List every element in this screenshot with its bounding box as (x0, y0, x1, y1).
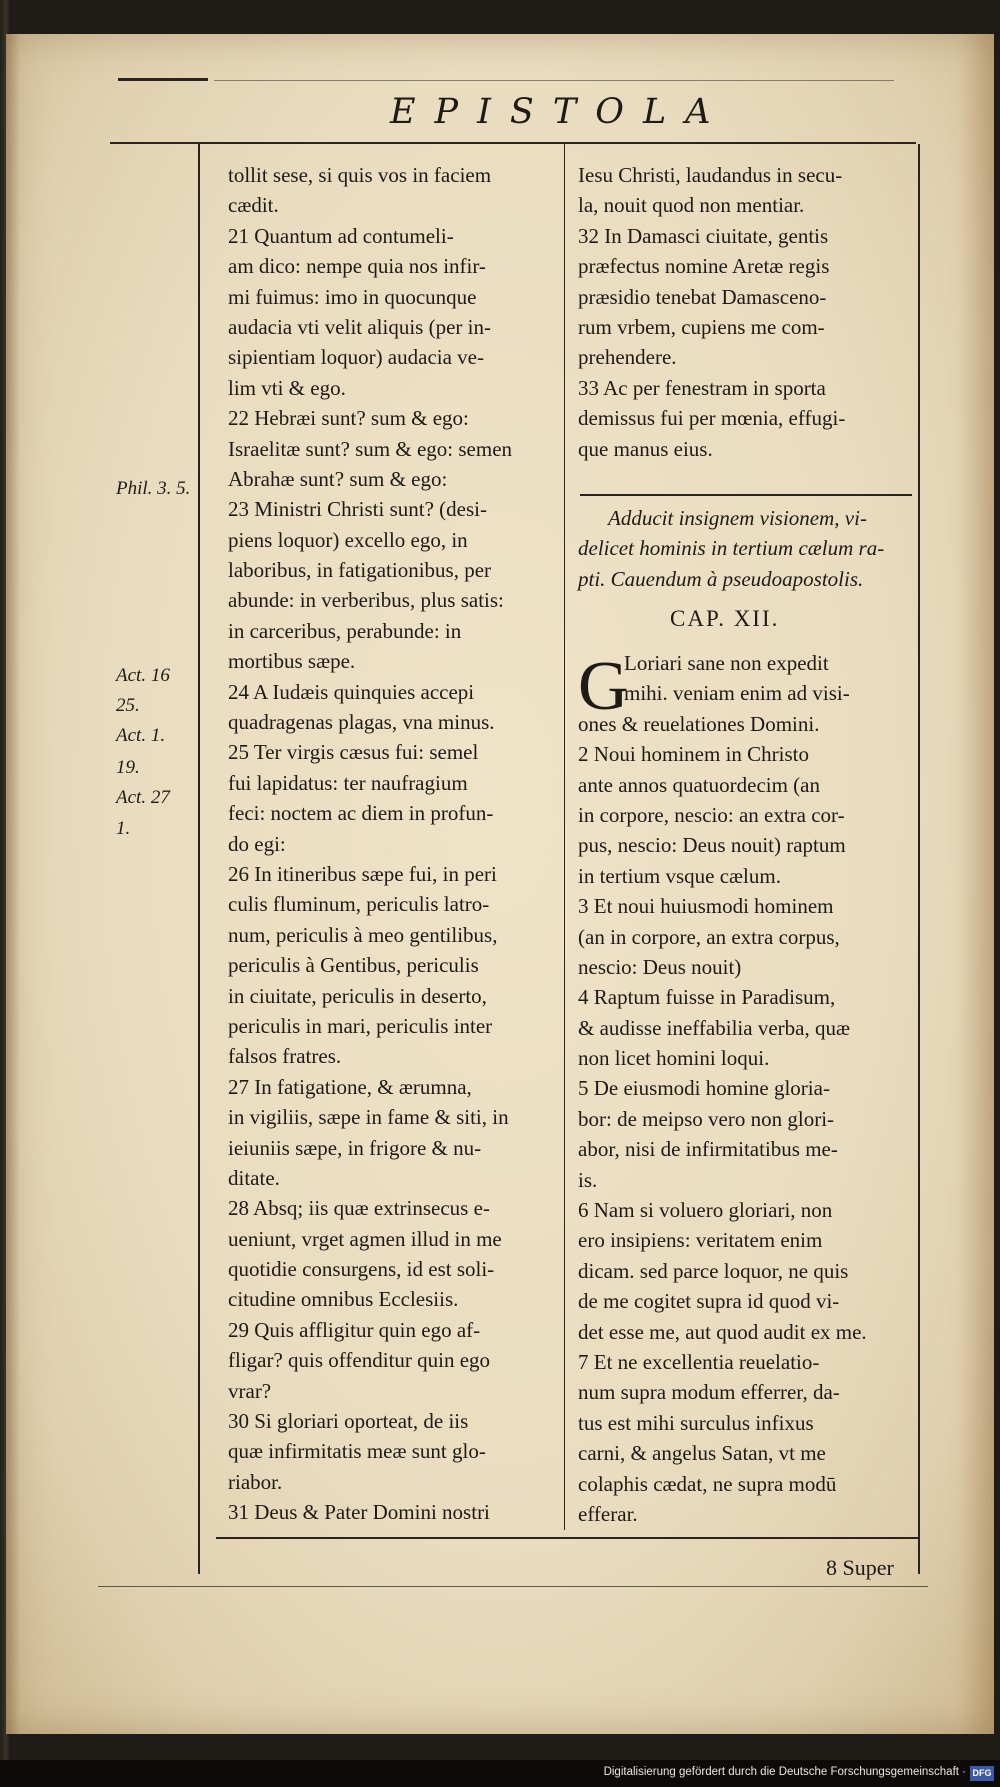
text-line: abunde: in verberibus, plus satis: (228, 588, 504, 613)
text-line: Israelitæ sunt? sum & ego: semen (228, 436, 513, 461)
text-line: mihi. veniam enim ad visi- (624, 681, 850, 706)
column-divider-rule (564, 144, 565, 1530)
page-bottom-rule (98, 1586, 928, 1587)
text-line: quadragenas plagas, vna minus. (228, 710, 495, 735)
text-line: in carceribus, perabunde: in (228, 618, 462, 643)
text-line: ditate. (228, 1165, 280, 1190)
text-line: 33 Ac per fenestram in sporta (578, 375, 826, 400)
text-line: 29 Quis affligitur quin ego af- (228, 1317, 481, 1342)
text-line: num supra modum efferrer, da- (578, 1380, 840, 1405)
text-line: 23 Ministri Christi sunt? (desi- (228, 497, 487, 522)
text-line: prehendere. (578, 345, 677, 370)
text-line: (an in corpore, an extra corpus, (578, 924, 840, 949)
dfg-logo: DFG (970, 1766, 994, 1781)
text-line: quotidie consurgens, id est soli- (228, 1257, 495, 1282)
text-line: Abrahæ sunt? sum & ego: (228, 466, 448, 491)
margin-note-act27-verse: 1. (116, 818, 131, 839)
text-line: 3 Et noui huiusmodi hominem (578, 894, 834, 919)
text-line: mi fuimus: imo in quocunque (228, 284, 477, 309)
text-line: mortibus sæpe. (228, 649, 356, 674)
text-line: in ciuitate, periculis in deserto, (228, 983, 487, 1008)
text-line: 32 In Damasci ciuitate, gentis (578, 223, 829, 248)
text-line: nescio: Deus nouit) (578, 954, 742, 979)
text-line: 31 Deus & Pater Domini nostri (228, 1500, 490, 1525)
text-line: vrar? (228, 1378, 272, 1403)
text-line: præsidio tenebat Damasceno- (578, 284, 827, 309)
margin-note-act1: Act. 1. (116, 725, 166, 746)
text-line: ieiuniis sæpe, in frigore & nu- (228, 1135, 482, 1160)
text-line: 4 Raptum fuisse in Paradisum, (578, 985, 836, 1010)
page-gutter-shadow (6, 34, 20, 1734)
text-line: & audisse ineffabilia verba, quæ (578, 1015, 850, 1040)
text-line: in vigiliis, sæpe in fame & siti, in (228, 1105, 509, 1130)
text-line: præfectus nomine Aretæ regis (578, 254, 830, 279)
margin-note-act16: Act. 16 (116, 665, 170, 686)
text-line: fui lapidatus: ter naufragium (228, 770, 468, 795)
summary-line: delicet hominis in tertium cælum ra- (578, 536, 885, 561)
footer-credit: Digitalisierung gefördert durch die Deutsche Forschungsgemeinschaft · (603, 1766, 966, 1778)
page-edge-shadow (958, 34, 994, 1734)
text-line: colaphis cædat, ne supra modū (578, 1471, 837, 1496)
text-line: tus est mihi surculus infixus (578, 1410, 814, 1435)
text-line: rum vrbem, cupiens me com- (578, 314, 825, 339)
text-line: periculis in mari, periculis inter (228, 1013, 493, 1038)
text-line: dicam. sed parce loquor, ne quis (578, 1258, 849, 1283)
text-line: 30 Si gloriari oporteat, de iis (228, 1409, 469, 1434)
text-line: abor, nisi de infirmitatibus me- (578, 1137, 838, 1162)
text-line: 7 Et ne excellentia reuelatio- (578, 1349, 820, 1374)
text-line: falsos fratres. (228, 1044, 342, 1069)
text-line: 5 De eiusmodi homine gloria- (578, 1076, 830, 1101)
text-line: audacia vti velit aliquis (per in- (228, 314, 491, 339)
text-line: laboribus, in fatigationibus, per (228, 558, 492, 583)
catchword: 8 Super (826, 1555, 894, 1580)
text-line: non licet homini loqui. (578, 1046, 770, 1071)
text-line: efferar. (578, 1501, 638, 1526)
text-line: bor: de meipso vero non glori- (578, 1106, 835, 1131)
text-line: la, nouit quod non mentiar. (578, 193, 805, 218)
outer-left-vertical-rule (198, 142, 200, 1574)
text-line: 21 Quantum ad contumeli- (228, 223, 454, 248)
text-line: Iesu Christi, laudandus in secu- (578, 163, 843, 187)
text-line: ero insipiens: veritatem enim (578, 1228, 823, 1253)
left-column-text (228, 160, 556, 1528)
drop-capital: G (578, 648, 629, 725)
text-line: Loriari sane non expedit (624, 651, 829, 675)
text-line: num, periculis à meo gentilibus, (228, 922, 498, 947)
text-line: ones & reuelationes Domini. (578, 711, 820, 736)
text-line: 2 Noui hominem in Christo (578, 742, 809, 767)
text-line: cædit. (228, 193, 279, 218)
text-line: feci: noctem ac diem in profun- (228, 801, 494, 826)
text-line: 25 Ter virgis cæsus fui: semel (228, 740, 479, 765)
text-line: 26 In itineribus sæpe fui, in peri (228, 861, 497, 886)
right-column-top-text (578, 160, 918, 464)
running-head: EPISTOLA (390, 92, 730, 132)
outer-right-vertical-rule (918, 144, 920, 1574)
text-line: periculis à Gentibus, periculis (228, 953, 479, 978)
summary-top-rule (580, 494, 912, 496)
text-line: riabor. (228, 1469, 283, 1494)
chapter-title: CAP. XII. (670, 606, 780, 631)
text-line: 22 Hebræi sunt? sum & ego: (228, 406, 469, 431)
text-line: ueniunt, vrget agmen illud in me (228, 1226, 502, 1251)
text-line: demissus fui per mœnia, effugi- (578, 406, 846, 431)
text-line: fligar? quis offenditur quin ego (228, 1348, 491, 1373)
header-rule (110, 142, 916, 144)
text-line: am dico: nempe quia nos infir- (228, 254, 486, 279)
top-ornament-rule (118, 78, 208, 81)
text-line: in tertium vsque cælum. (578, 863, 781, 888)
text-line: quæ infirmitatis meæ sunt glo- (228, 1439, 486, 1464)
text-line: 6 Nam si voluero gloriari, non (578, 1198, 833, 1223)
text-line: 24 A Iudæis quinquies accepi (228, 679, 475, 704)
text-line: pus, nescio: Deus nouit) raptum (578, 833, 846, 858)
summary-line: Adducit insignem visionem, vi- (608, 506, 867, 530)
text-line: lim vti & ego. (228, 375, 346, 400)
text-line: 27 In fatigatione, & ærumna, (228, 1074, 472, 1099)
margin-note-phil: Phil. 3. 5. (116, 478, 191, 499)
text-line: ante annos quatuordecim (an (578, 772, 820, 797)
text-line: tollit sese, si quis vos in faciem (228, 163, 492, 187)
text-line: in corpore, nescio: an extra cor- (578, 802, 845, 827)
text-line: sipientiam loquor) audacia ve- (228, 345, 484, 370)
summary-line: pti. Cauendum à pseudoapostolis. (578, 566, 864, 591)
text-line: citudine omnibus Ecclesiis. (228, 1287, 459, 1312)
bottom-frame-rule (216, 1537, 918, 1539)
margin-note-act27: Act. 27 (116, 787, 170, 808)
margin-note-act1-verse: 19. (116, 757, 140, 778)
text-line: de me cogitet supra id quod vi- (578, 1289, 840, 1314)
chapter-summary (578, 503, 918, 594)
right-column-bottom-text (578, 648, 918, 1529)
text-line: is. (578, 1167, 598, 1192)
text-line: 28 Absq; iis quæ extrinsecus e- (228, 1196, 490, 1221)
text-line: carni, & angelus Satan, vt me (578, 1441, 826, 1466)
text-line: piens loquor) excello ego, in (228, 527, 468, 552)
top-ornament-rule-right (214, 80, 894, 81)
text-line: que manus eius. (578, 436, 713, 461)
text-line: culis fluminum, periculis latro- (228, 892, 490, 917)
margin-note-act16-verse: 25. (116, 695, 140, 716)
text-line: do egi: (228, 831, 286, 856)
text-line: det esse me, aut quod audit ex me. (578, 1319, 867, 1344)
